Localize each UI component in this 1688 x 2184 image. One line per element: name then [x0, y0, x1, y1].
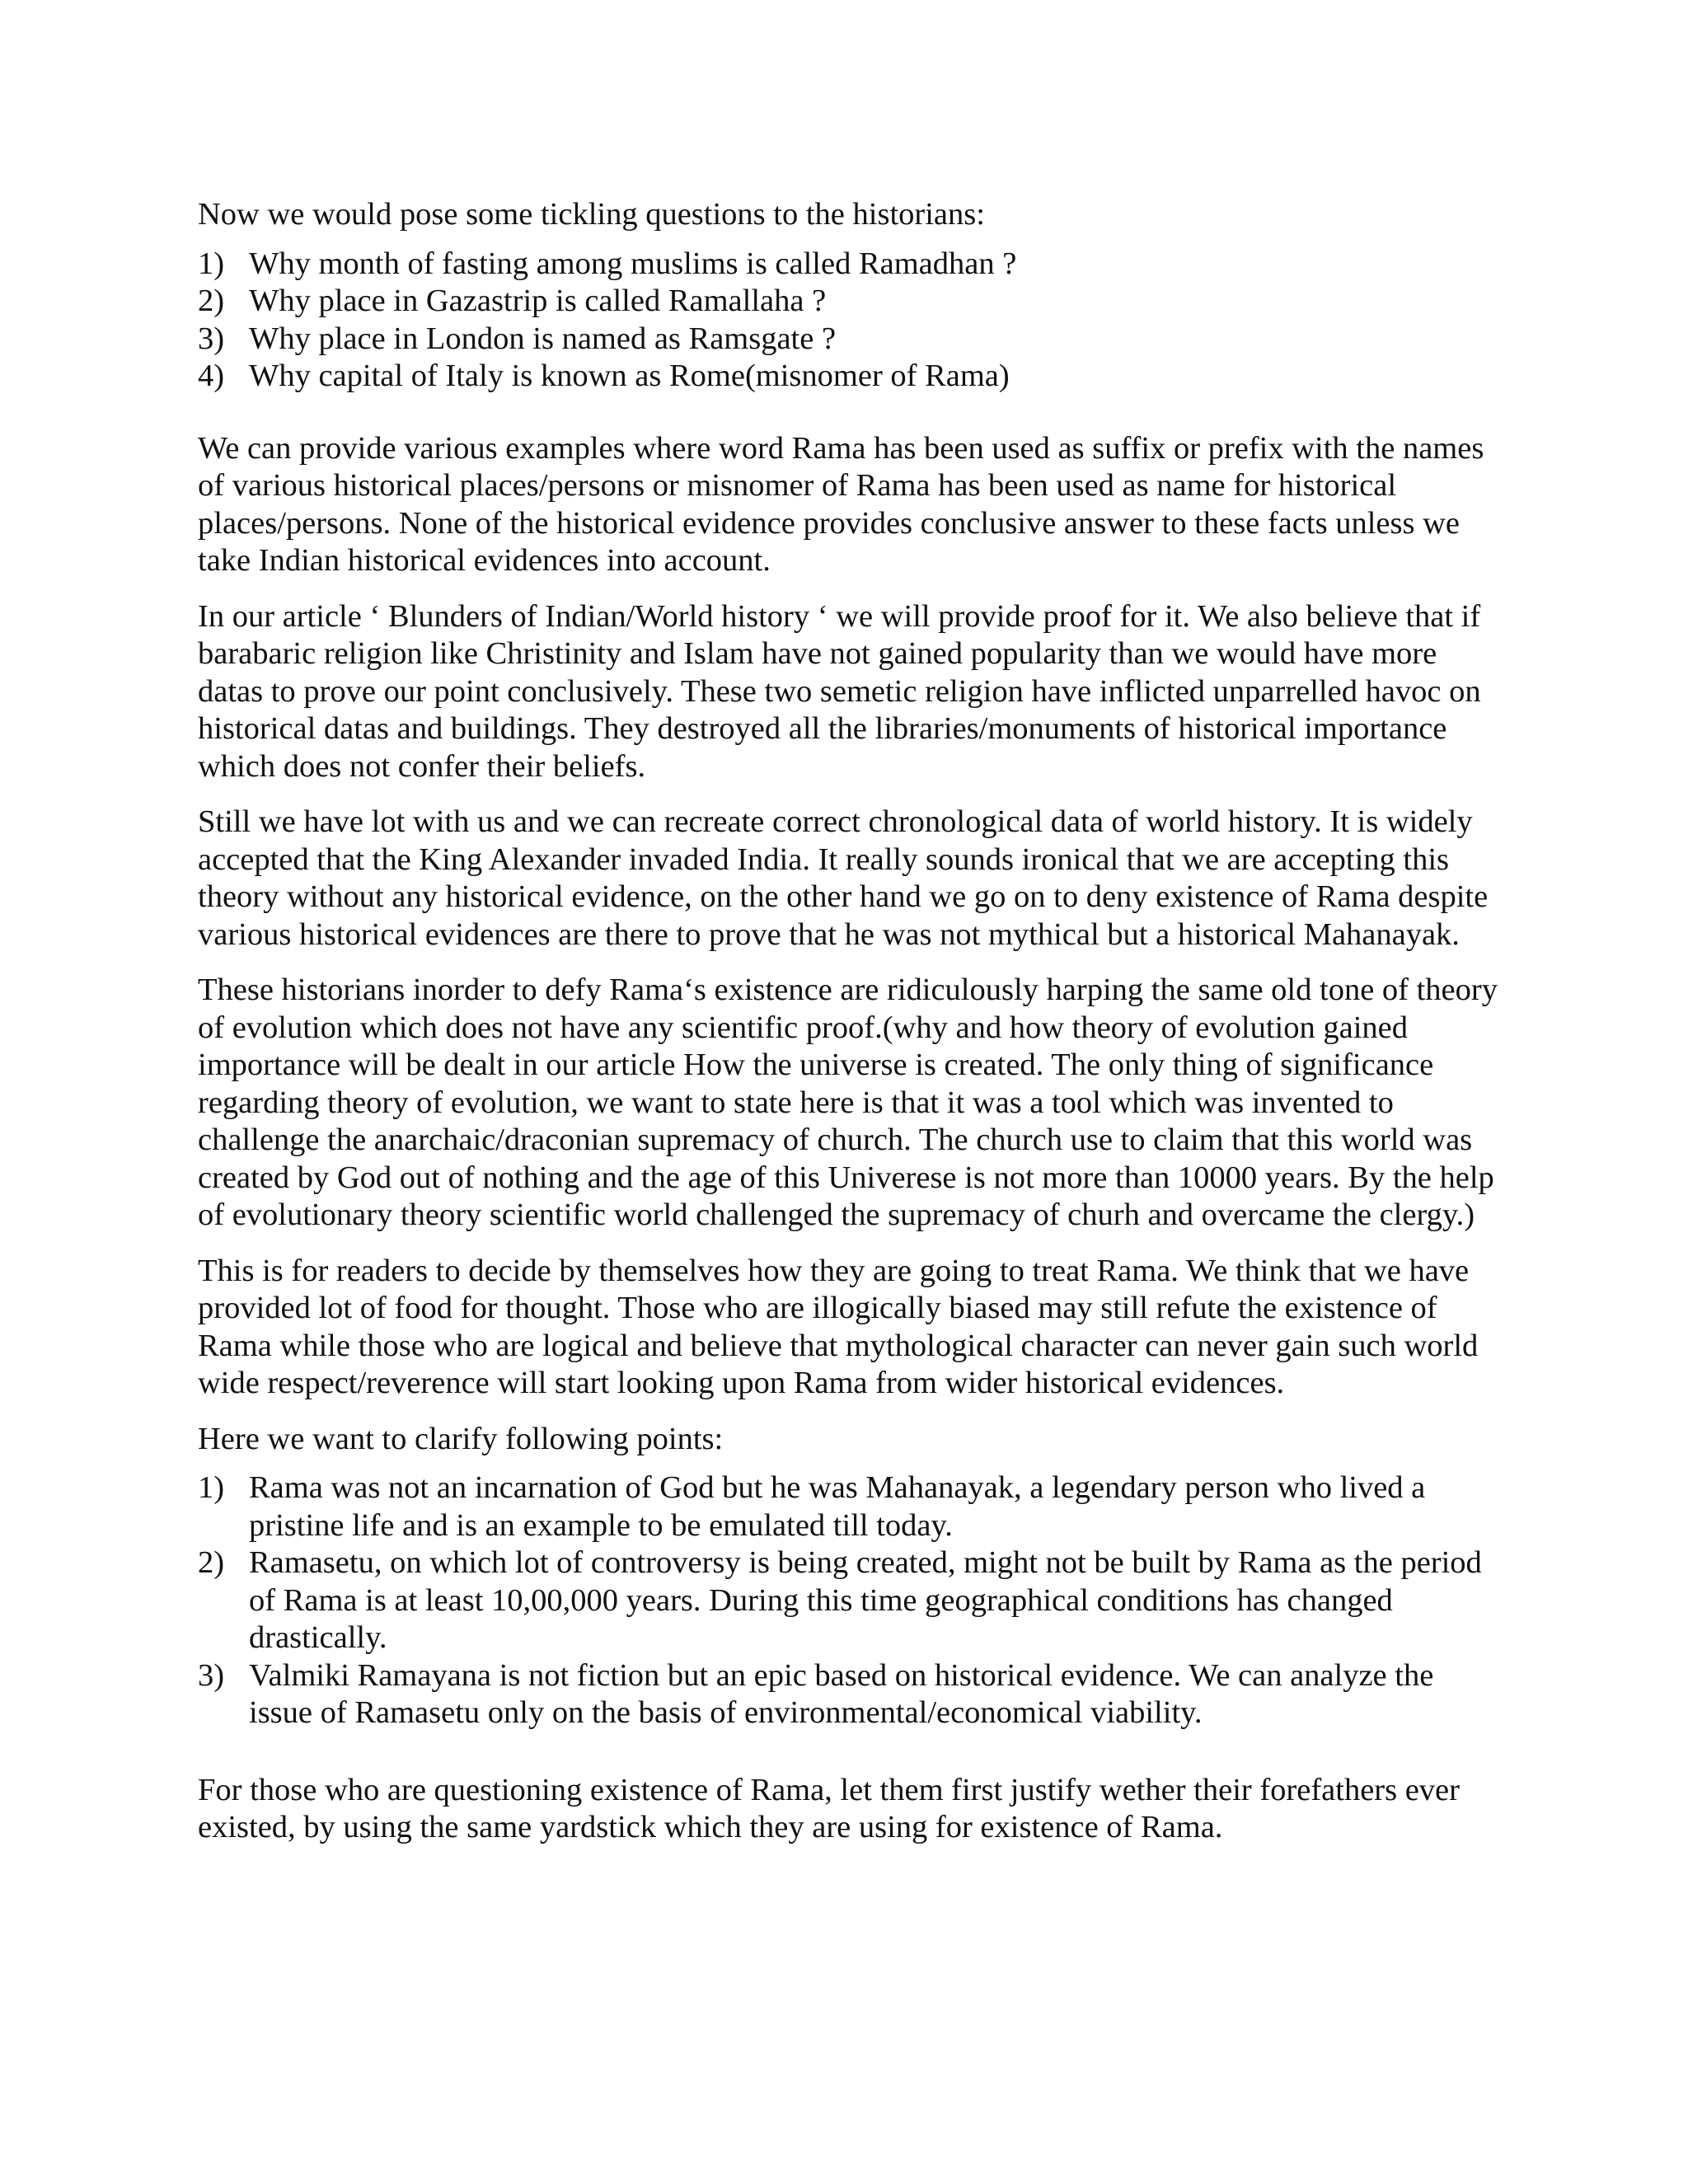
list-item — [198, 321, 1500, 359]
closing-paragraph: For those who are questioning existence of Rama, let them first justify wether their forefathers ever existed, by using the same yardstick which they are using for existence of Rama. — [198, 1772, 1460, 1844]
list-item-text: Why month of fasting among muslims is called Ramadhan ? — [249, 246, 1017, 281]
list-item — [198, 246, 1500, 284]
document-page — [198, 196, 1500, 1847]
list-item-text: Why place in Gazastrip is called Ramallaha ? — [249, 284, 827, 318]
list-item — [198, 1469, 1500, 1544]
list-number: 3) — [198, 321, 225, 356]
clarification-list — [198, 1469, 1500, 1732]
paragraph: These historians inorder to defy Rama‘s existence are ridiculously harping the same old tone of theory of evolution which does not have any scientific proof.(why and how theory of evolution gained importance will be dealt in our article How the universe is created. The only thing of significance regarding theory of evolution, we want to state here is that it was a tool which was invented to challenge the anarchaic/draconian supremacy of church. The church use to claim that this world was created by God out of nothing and the age of this Univerese is not more than 10000 years. By the help of evolutionary theory scientific world challenged the supremacy of churh and overcame the clergy.) — [198, 972, 1498, 1232]
list-item-text: Ramasetu, on which lot of controversy is being created, might not be built by Rama as the period of Rama is at least 10,00,000 years. During this time geographical conditions has changed drastically. — [249, 1545, 1482, 1655]
list-item-text: Why capital of Italy is known as Rome(misnomer of Rama) — [249, 359, 1010, 393]
list-number: 4) — [198, 359, 225, 393]
paragraph: In our article ‘ Blunders of Indian/World history ‘ we will provide proof for it. We also believe that if barabaric religion like Christinity and Islam have not gained popularity than we would have more datas to prove our point conclusively. These two semetic religion have inflicted unparrelled havoc on historical datas and buildings. They destroyed all the libraries/monuments of historical importance which does not confer their beliefs. — [198, 598, 1481, 784]
paragraph: Still we have lot with us and we can recreate correct chronological data of world history. It is widely accepted that the King Alexander invaded India. It really sounds ironical that we are accepting this theory without any historical evidence, on the other hand we go on to deny existence of Rama despite various historical evidences are there to prove that he was not mythical but a historical Mahanayak. — [198, 804, 1489, 952]
list-number: 3) — [198, 1657, 225, 1693]
list-item-text: Rama was not an incarnation of God but he was Mahanayak, a legendary person who lived a pristine life and is an example to be emulated till today. — [249, 1470, 1426, 1543]
list-number: 2) — [198, 1545, 225, 1580]
paragraph: This is for readers to decide by themselves how they are going to treat Rama. We think that we have provided lot of food for thought. Those who are illogically biased may still refute the existence of Rama while those who are logical and believe that mythological character can never gain such world wide respect/reverence will start looking upon Rama from wider historical evidences. — [198, 1253, 1479, 1400]
intro-text: Now we would pose some tickling questions to the historians: — [198, 197, 985, 232]
list-item-text: Why place in London is named as Ramsgate ? — [249, 321, 837, 356]
list-item — [198, 1544, 1500, 1657]
list-item-text: Valmiki Ramayana is not fiction but an epic based on historical evidence. We can analyze the issue of Ramasetu only on the basis of environmental/economical viability. — [249, 1657, 1434, 1730]
paragraph: We can provide various examples where word Rama has been used as suffix or prefix with the names of various historical places/persons or misnomer of Rama has been used as name for historical places/persons. None of the historical evidence provides conclusive answer to these facts unless we take Indian historical evidences into account. — [198, 430, 1484, 578]
list-number: 1) — [198, 246, 225, 281]
list-item — [198, 283, 1500, 321]
question-list — [198, 246, 1500, 396]
list-number: 1) — [198, 1470, 225, 1505]
list-item — [198, 1657, 1500, 1732]
list-number: 2) — [198, 284, 225, 318]
clarify-heading: Here we want to clarify following points: — [198, 1421, 724, 1456]
list-item — [198, 358, 1500, 396]
